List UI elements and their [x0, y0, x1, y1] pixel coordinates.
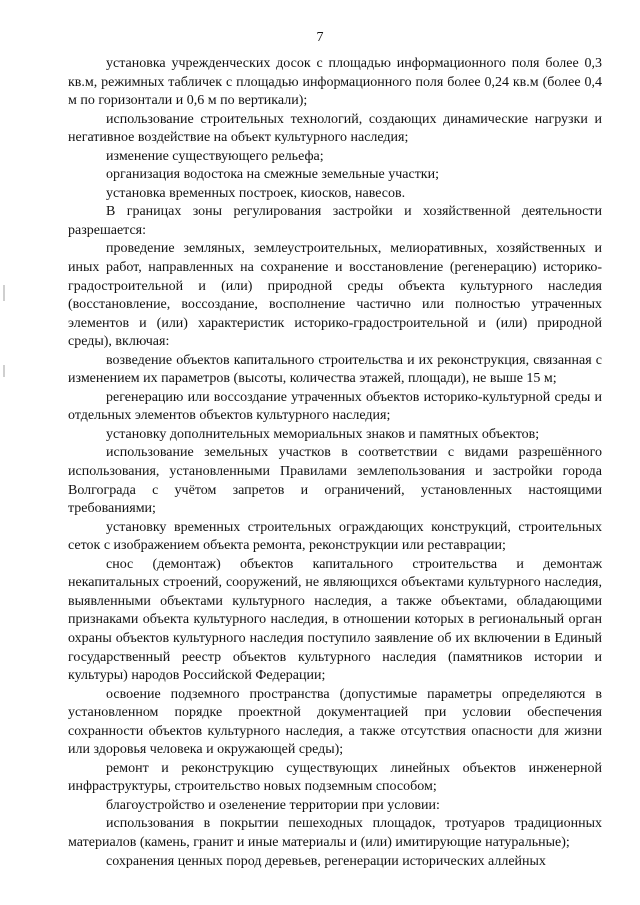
- paragraph: благоустройство и озеленение территории при условии:: [106, 797, 440, 813]
- paragraph: проведение земляных, землеустроительных, мелиоративных, хозяйственных и иных работ, направленных на сохранение и восстановление (регенерацию) историко-градостроительной и (или) природной среды объекта культурного наследия (восстановление, воссоздание, восполнение частично или полностью утраченных элементов и (или) характеристик историко-градостроительной и (или) природной среды), включая:: [68, 241, 602, 350]
- paragraph: изменение существующего рельефа;: [106, 148, 324, 164]
- paragraph: установка учрежденческих досок с площадью информационного поля более 0,3 кв.м, режимных табличек с площадью информационного поля более 0,24 кв.м (более 0,4 м по горизонтали и 0,6 м по вертикали);: [68, 56, 602, 109]
- paragraph: использования в покрытии пешеходных площадок, тротуаров традиционных материалов (камень, гранит и иные материалы и (или) имитирующие натуральные);: [68, 816, 602, 850]
- paragraph: установку дополнительных мемориальных знаков и памятных объектов;: [106, 426, 540, 442]
- paragraph: регенерацию или воссоздание утраченных объектов историко-культурной среды и отдельных элементов объектов культурного наследия;: [68, 389, 602, 424]
- paragraph: снос (демонтаж) объектов капитального строительства и демонтаж некапитальных строений, сооружений, не являющихся объектами культурного наследия, выявленными объектами культурного наследия, а также объектами, обладающими признаками объекта культурного наследия, в отношении которых в региональный орган охраны объектов культурного наследия поступило заявление об их включении в Единый государственный реестр объектов культурного наследия (памятников истории и культуры) народов Российской Федерации;: [68, 556, 602, 684]
- paragraph: освоение подземного пространства (допустимые параметры определяются в установленном порядке проектной документацией при условии обеспечения сохранности объектов культурного наследия, а также отсутствия опасности для жизни или здоровья человека и окружающей среды);: [68, 686, 602, 758]
- paragraph: ремонт и реконструкцию существующих линейных объектов инженерной инфраструктуры, строительство новых подземным способом;: [68, 760, 602, 795]
- paragraph: В границах зоны регулирования застройки и хозяйственной деятельности разрешается:: [68, 204, 602, 238]
- scan-margin-mark: [3, 285, 5, 301]
- paragraph: возведение объектов капитального строительства и их реконструкция, связанная с изменением их параметров (высоты, количества этажей, площади), не выше 15 м;: [68, 352, 602, 387]
- paragraph: организация водостока на смежные земельные участки;: [106, 167, 439, 183]
- page-number: 7: [316, 30, 324, 45]
- paragraph: использование земельных участков в соответствии с видами разрешённого использования, установленными Правилами землепользования и застройки города Волгограда с учётом запретов и ограничений, установленных настоящими требованиями;: [68, 445, 602, 517]
- paragraph: сохранения ценных пород деревьев, регенерации исторических аллейных: [106, 853, 546, 869]
- paragraph: установка временных построек, киосков, навесов.: [106, 185, 406, 201]
- scan-margin-mark: [3, 365, 5, 377]
- paragraph: установку временных строительных ограждающих конструкций, строительных сеток с изображением объекта ремонта, реконструкции или реставрации;: [68, 519, 602, 554]
- paragraph: использование строительных технологий, создающих динамические нагрузки и негативное воздействие на объект культурного наследия;: [68, 111, 602, 146]
- document-body: [68, 55, 602, 871]
